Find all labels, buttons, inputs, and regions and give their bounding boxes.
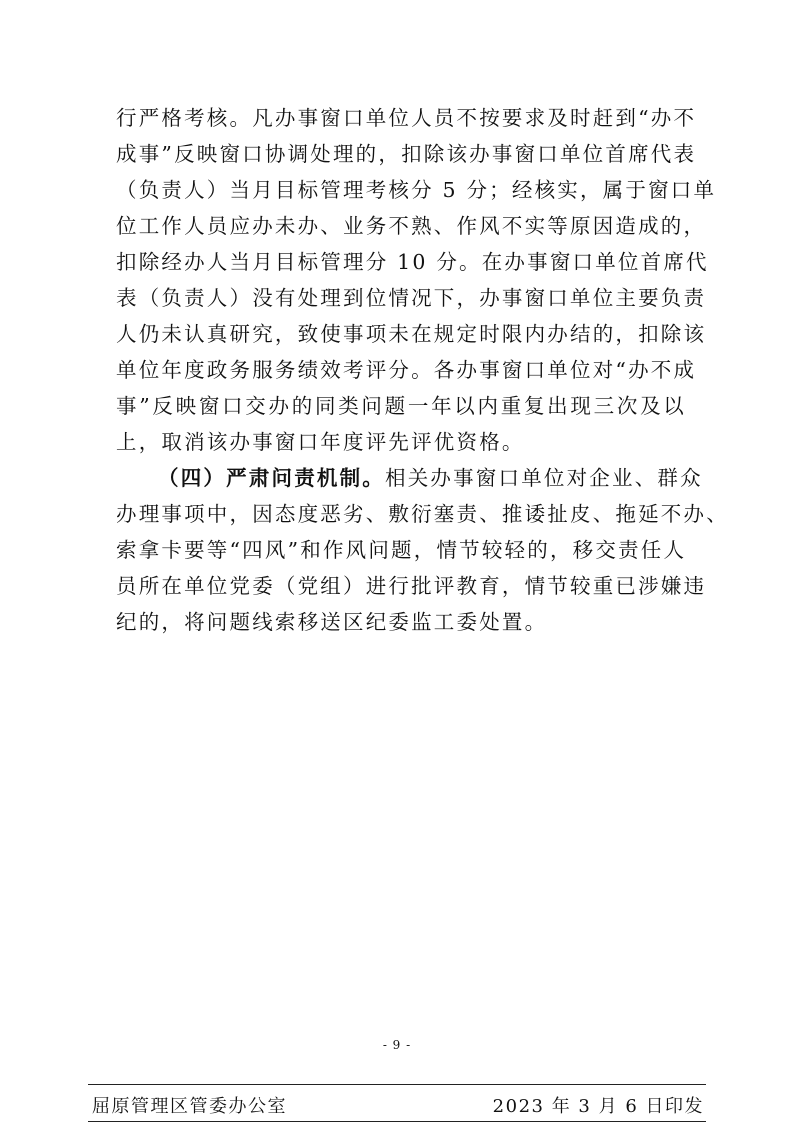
paragraph-2-line-1 [116, 460, 703, 496]
footer-issuer: 屈原管理区管委办公室 [92, 1096, 287, 1117]
paragraph-1-line-10: 上，取消该办事窗口年度评先评优资格。 [116, 430, 525, 454]
paragraph-1-line-6: 表（负责人）没有处理到位情况下，办事窗口单位主要负责 [116, 286, 707, 310]
paragraph-2-line-5: 纪的，将问题线索移送区纪委监工委处置。 [116, 610, 548, 634]
paragraph-2-line-1-text: 相关办事窗口单位对企业、群众 [385, 466, 703, 490]
paragraph-2-line-2: 办理事项中，因态度恶劣、敷衍塞责、推诿扯皮、拖延不办、 [116, 502, 729, 526]
footer-top-rule [88, 1084, 706, 1085]
paragraph-1-line-9: 事”反映窗口交办的同类问题一年以内重复出现三次及以 [116, 394, 686, 418]
document-body [116, 100, 729, 640]
paragraph-1-line-2: 成事”反映窗口协调处理的，扣除该办事窗口单位首席代表 [116, 142, 697, 166]
paragraph-2-line-3: 索拿卡要等“四风”和作风问题，情节较轻的，移交责任人 [116, 538, 687, 562]
paragraph-1-line-1: 行严格考核。凡办事窗口单位人员不按要求及时赶到“办不 [116, 106, 697, 130]
footer-print-date: 2023 年 3 月 6 日印发 [492, 1096, 704, 1117]
paragraph-1-line-7: 人仍未认真研究，致使事项未在规定时限内办结的，扣除该 [116, 322, 707, 346]
paragraph-2-line-4: 员所在单位党委（党组）进行批评教育，情节较重已涉嫌违 [116, 574, 707, 598]
paragraph-1-line-4: 位工作人员应办未办、业务不熟、作风不实等原因造成的， [116, 214, 707, 238]
paragraph-1-line-3: （负责人）当月目标管理考核分 5 分；经核实，属于窗口单 [116, 178, 717, 202]
paragraph-1-line-5: 扣除经办人当月目标管理分 10 分。在办事窗口单位首席代 [116, 250, 709, 274]
paragraph-1-line-8: 单位年度政务服务绩效考评分。各办事窗口单位对“办不成 [116, 358, 697, 382]
page-number: - 9 - [382, 1038, 412, 1052]
section-heading: （四）严肃问责机制。 [158, 466, 385, 490]
